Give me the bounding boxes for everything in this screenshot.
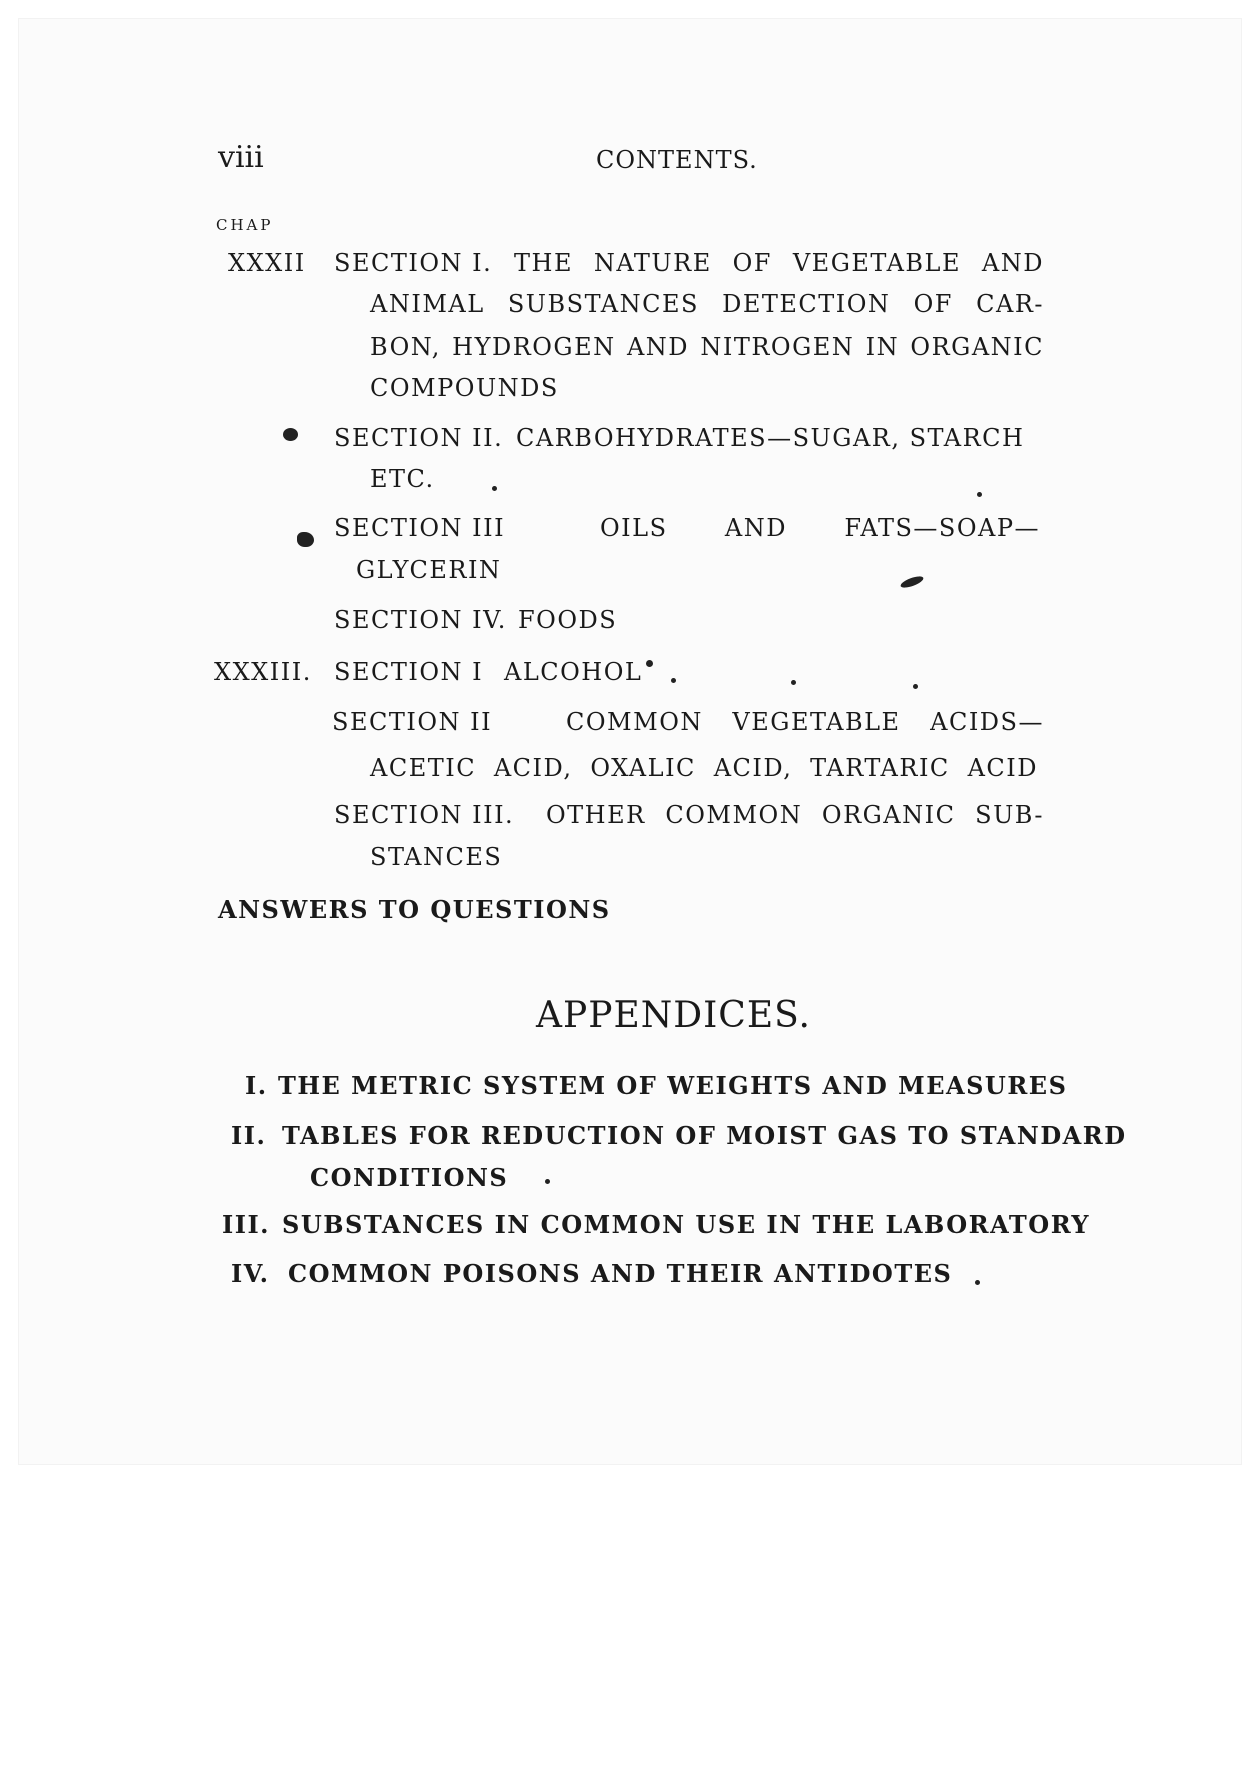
entry-line: ALCOHOL: [504, 658, 643, 686]
entry-line: ANIMAL SUBSTANCES DETECTION OF CAR-: [370, 290, 1044, 318]
appendix-line: TABLES FOR REDUCTION OF MOIST GAS TO STANDARD: [282, 1121, 1127, 1150]
ink-blot-mark: [283, 428, 298, 441]
leader-dot: [913, 684, 918, 689]
section-label: SECTION III: [334, 514, 506, 542]
entry-line: BON, HYDROGEN AND NITROGEN IN ORGANIC: [370, 333, 1044, 361]
chapter-number: XXXII: [228, 249, 306, 277]
entry-line: STANCES: [370, 843, 503, 871]
leader-dot: [791, 680, 796, 685]
entry-line: FOODS: [518, 606, 618, 634]
entry-text: THE NATURE OF VEGETABLE AND: [514, 249, 1044, 277]
appendix-line: CONDITIONS: [310, 1163, 509, 1192]
page-folio: viii: [218, 140, 264, 175]
ink-blot-mark: [297, 532, 314, 547]
appendix-line: SUBSTANCES IN COMMON USE IN THE LABORATORY: [282, 1210, 1091, 1239]
answers-entry: ANSWERS TO QUESTIONS: [218, 895, 611, 924]
appendix-number: IV.: [231, 1259, 270, 1288]
section-label: SECTION II.: [334, 424, 504, 452]
entry-line: [514, 249, 1044, 277]
chapter-number: XXXIII.: [214, 658, 312, 686]
appendices-heading: APPENDICES.: [536, 995, 811, 1036]
page-title: CONTENTS.: [596, 146, 758, 174]
section-label: SECTION III.: [334, 801, 515, 829]
leader-dot: [975, 1280, 980, 1285]
entry-line: COMPOUNDS: [370, 374, 559, 402]
section-label: SECTION I.: [334, 249, 493, 277]
leader-dot: [492, 486, 497, 491]
entry-line: GLYCERIN: [356, 556, 502, 584]
leader-dot: [977, 492, 982, 497]
chap-column-label: CHAP: [216, 216, 274, 234]
appendix-number: II.: [231, 1121, 267, 1150]
appendix-line: THE METRIC SYSTEM OF WEIGHTS AND MEASURES: [278, 1071, 1068, 1100]
entry-line: ACETIC ACID, OXALIC ACID, TARTARIC ACID: [370, 754, 1038, 782]
appendix-line: COMMON POISONS AND THEIR ANTIDOTES: [288, 1259, 953, 1288]
appendix-number: I.: [245, 1071, 268, 1100]
section-label: SECTION I: [334, 658, 484, 686]
book-page: [18, 18, 1242, 1465]
leader-dot: [545, 1179, 550, 1184]
entry-line: OTHER COMMON ORGANIC SUB-: [546, 801, 1044, 829]
appendix-number: III.: [222, 1210, 271, 1239]
ink-speck: [646, 660, 653, 667]
entry-line: OILS AND FATS—SOAP—: [600, 514, 1040, 542]
section-label: SECTION IV.: [334, 606, 507, 634]
entry-line: CARBOHYDRATES—SUGAR, STARCH: [516, 424, 1025, 452]
section-label: SECTION II: [332, 708, 493, 736]
entry-line: ETC.: [370, 465, 435, 493]
leader-dot: [671, 678, 676, 683]
entry-line: COMMON VEGETABLE ACIDS—: [566, 708, 1044, 736]
